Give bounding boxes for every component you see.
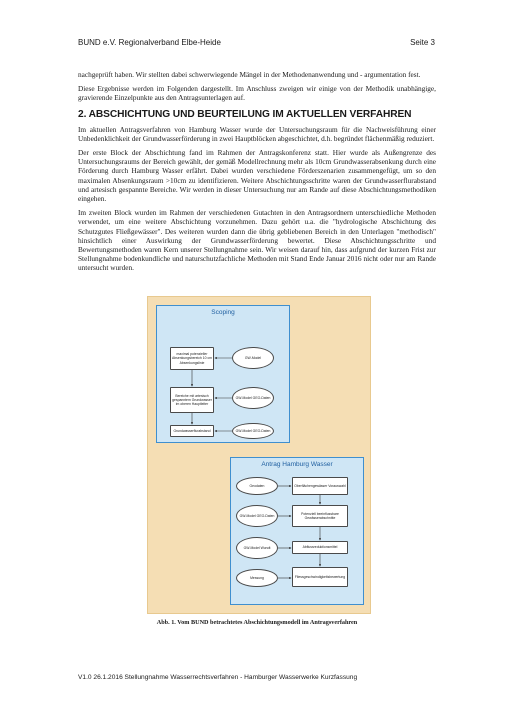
section-heading: 2. ABSCHICHTUNG UND BEURTEILUNG IM AKTUELLEN VERFAHREN <box>78 108 412 120</box>
header-org: BUND e.V. Regionalverband Elbe-Heide <box>78 38 221 47</box>
data-source-node: GW-Model GEO-Daten <box>232 387 274 409</box>
flow-node: Abflussreduktionsmittel <box>292 541 348 554</box>
flow-node: Potenziell beeinflussbare Gewässerabschnitte <box>292 505 348 527</box>
antrag-title: Antrag Hamburg Wasser <box>261 461 333 468</box>
data-source-node: Geodaten <box>236 477 278 495</box>
flow-node: Grundwasserflurabstand <box>170 425 214 437</box>
paragraph: Im zweiten Block wurden im Rahmen der verschiedenen Gutachten in den Antragsordnern unterschiedliche Methoden verwendet, um eine weitere Abschichtung vorzunehmen. Dazu gehört u.a. die "hydrologische Abschichtung des Schutzgutes Fließgewässer". Des weiteren wurden dann die übrig gebliebenen Bereich in den Unterlagen "methodisch" hinsichtlich einer Auswirkung der Grundwasserförderung bewertet. Diese Abschichtungsschritte und Bewertungsmethoden waren Kern unserer Stellungnahme sein. Wir weisen darauf hin, dass aufgrund der kurzen Frist zur Stellungnahme bodenkundliche und naturschutzfachliche Methoden mit Stand Ende Januar 2016 nicht oder nur am Rande untersucht wurden. <box>78 208 436 273</box>
main-content <box>78 70 436 278</box>
flow-node: Fliessgeschwindigkeitsbewertung <box>292 567 348 587</box>
figure-abschichtungsmodell <box>147 296 371 614</box>
flow-node: Oberflächengewässer Vorauswahl <box>292 477 348 495</box>
page-footer: V1.0 26.1.2016 Stellungnahme Wasserrechtsverfahren - Hamburger Wasserwerke Kurzfassung <box>78 674 358 681</box>
paragraph: Der erste Block der Abschichtung fand im Rahmen der Antragskonferenz statt. Hier wurde als Außengrenze des Untersuchungsraums der Bereich gewählt, der gemäß Modellrechnung mehr als 10cm Grundwasserabsenkung durch eine Förderung durch Hamburg Wasser erfährt. Dabei wurden verschiedene Förderszenarien zusammengefügt, um so den maximalen Absenkungsraum >10cm zu identifizieren. Weitere Abschichtungsschritte waren der Grundwasserflurabstand und artesisch gespannte Bereiche. Wir werden in dieser Untersuchung nur am Rande auf diese Abschichtungsmethodiken eingehen. <box>78 148 436 204</box>
data-source-node: GW-Model Wundt <box>236 537 278 559</box>
page-number: Seite 3 <box>410 38 435 47</box>
data-source-node: Messung <box>236 569 278 587</box>
paragraph: Diese Ergebnisse werden im Folgenden dargestellt. Im Anschluss zweigen wir einige von der Methodik unabhängige, gravierende Einzelpunkte aus den Antragsunterlagen auf. <box>78 84 436 103</box>
data-source-node: GW-Model GEO-Daten <box>232 423 274 439</box>
scoping-title: Scoping <box>211 309 235 316</box>
flow-node: Bereiche mit artesisch gespanntem Grundwasser im oberen Hauptleiter <box>170 387 214 413</box>
data-source-node: GW-Model <box>232 347 274 369</box>
figure-caption: Abb. 1. Vom BUND betrachtetes Abschichtungsmodell im Antragsverfahren <box>156 619 358 626</box>
paragraph: Im aktuellen Antragsverfahren von Hamburg Wasser wurde der Untersuchungsraum für die Nachweisführung einer Unbedenklichkeit der Grundwasserförderung in zwei Hauptblöcken abgeschichtet, d.h. begründet flächenmäßig reduziert. <box>78 124 436 143</box>
paragraph: nachgeprüft haben. Wir stellten dabei schwerwiegende Mängel in der Methodenanwendung und - argumentation fest. <box>78 70 421 79</box>
data-source-node: GW-Model GEO-Daten <box>236 505 278 527</box>
flow-connectors <box>148 297 370 613</box>
page-header <box>78 38 435 47</box>
flow-node: maximal potenzieller Absenkungsbereich 10 cm Absenkungslinie <box>170 347 214 370</box>
